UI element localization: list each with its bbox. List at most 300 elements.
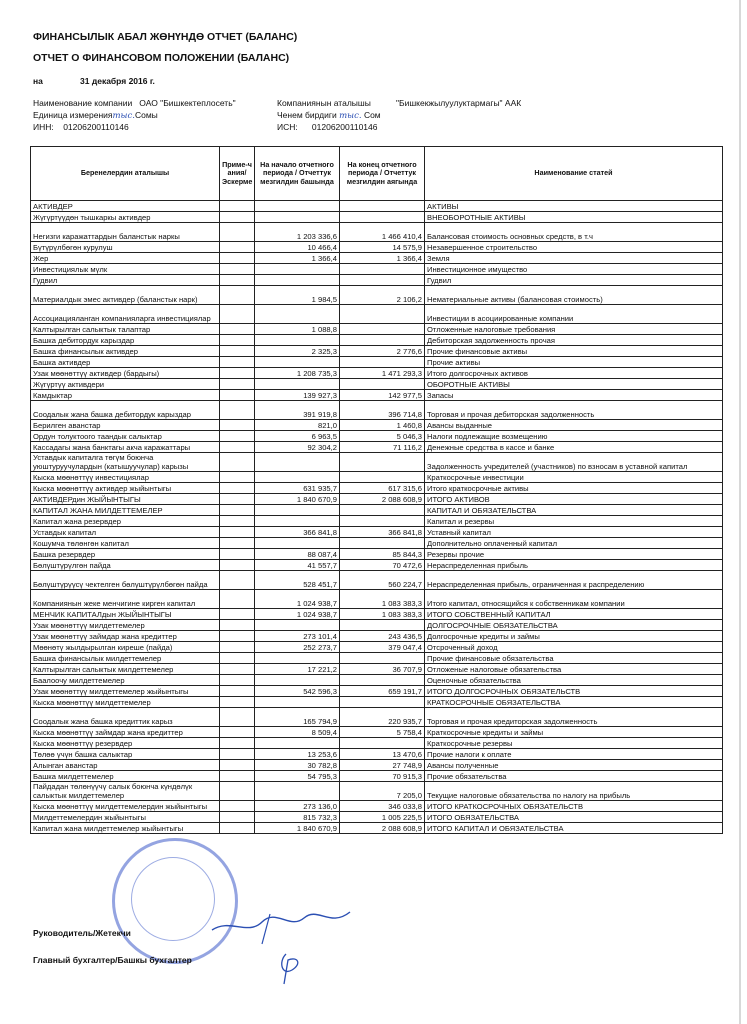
cell-item-ru: ИТОГО ДОЛГОСРОЧНЫХ ОБЯЗАТЕЛЬСТВ [425,686,723,697]
cell-start-value: 273 101,4 [255,631,340,642]
table-row [31,494,723,505]
table-row [31,590,723,609]
cell-item-ru: Отсроченный доход [425,642,723,653]
cell-note [220,590,255,609]
cell-note [220,516,255,527]
cell-start-value: 1 208 735,3 [255,368,340,379]
cell-start-value: 13 253,6 [255,749,340,760]
cell-start-value [255,697,340,708]
cell-end-value: 1 083 383,3 [340,590,425,609]
table-row [31,675,723,686]
cell-note [220,697,255,708]
cell-note [220,201,255,212]
unit-line-ru: Единица измерениятыс.Сомы [33,110,158,121]
table-row [31,538,723,549]
cell-end-value: 1 005 225,5 [340,812,425,823]
cell-item-ky: Кыска мөөнөттүү активдер жыйынтыгы [31,483,220,494]
cell-end-value: 659 191,7 [340,686,425,697]
cell-note [220,549,255,560]
cell-end-value [340,738,425,749]
cell-end-value [340,275,425,286]
cell-note [220,453,255,472]
cell-start-value [255,201,340,212]
table-header-row [31,147,723,201]
table-row [31,335,723,346]
cell-item-ky: Узак мөөнөттүү милдеттемелер [31,620,220,631]
table-row [31,212,723,223]
page-edge-shadow [739,0,741,1024]
cell-start-value: 139 927,3 [255,390,340,401]
cell-note [220,738,255,749]
cell-note [220,212,255,223]
cell-note [220,420,255,431]
cell-start-value [255,516,340,527]
cell-item-ru: Денежные средства в кассе и банке [425,442,723,453]
table-row [31,609,723,620]
cell-item-ru: КРАТКОСРОЧНЫЕ ОБЯЗАТЕЛЬСТВА [425,697,723,708]
cell-end-value [340,653,425,664]
cell-note [220,749,255,760]
cell-end-value [340,212,425,223]
cell-end-value: 617 315,6 [340,483,425,494]
date-prefix: на [33,76,43,86]
cell-note [220,760,255,771]
cell-item-ky: АКТИВДЕРдин ЖЫЙЫНТЫГЫ [31,494,220,505]
cell-item-ky: Узак мөөнөттүү займдар жана кредиттер [31,631,220,642]
header-item-name-ky: Беренелердин аталышы [31,147,220,201]
cell-item-ru: Долгосрочные кредиты и займы [425,631,723,642]
cell-end-value: 85 844,3 [340,549,425,560]
cell-item-ky: Жүгүртүүдөн тышкаркы активдер [31,212,220,223]
cell-end-value [340,620,425,631]
cell-item-ru: Уставный капитал [425,527,723,538]
cell-item-ky: Гудвил [31,275,220,286]
cell-item-ru: Инвестиции в асоциированные компании [425,305,723,324]
cell-item-ky: Капитал жана милдеттемелер жыйынтыгы [31,823,220,834]
director-label: Руководитель/Жетекчи [33,928,131,938]
cell-item-ru: Налоги подлежащие возмещению [425,431,723,442]
cell-start-value: 1 840 670,9 [255,494,340,505]
cell-item-ru: ИТОГО КАПИТАЛ И ОБЯЗАТЕЛЬСТВА [425,823,723,834]
table-row [31,305,723,324]
cell-note [220,505,255,516]
cell-item-ru: Краткосрочные резервы [425,738,723,749]
cell-start-value: 6 963,5 [255,431,340,442]
cell-start-value: 88 087,4 [255,549,340,560]
cell-start-value: 2 325,3 [255,346,340,357]
cell-end-value: 7 205,0 [340,782,425,801]
cell-end-value: 1 466 410,4 [340,223,425,242]
cell-item-ru: Отложенные налоговые требования [425,324,723,335]
table-row [31,368,723,379]
cell-end-value [340,505,425,516]
cell-item-ru: Дебиторская задолженность прочая [425,335,723,346]
cell-end-value: 560 224,7 [340,571,425,590]
cell-start-value: 815 732,3 [255,812,340,823]
table-row [31,505,723,516]
cell-start-value: 54 795,3 [255,771,340,782]
cell-end-value: 71 116,2 [340,442,425,453]
cell-end-value: 379 047,4 [340,642,425,653]
table-row [31,223,723,242]
cell-item-ru: Резервы прочие [425,549,723,560]
inn-value: 01206200110146 [63,122,129,132]
cell-note [220,653,255,664]
cell-item-ru: Отложеные налоговые обязательства [425,664,723,675]
cell-item-ru: ИТОГО АКТИВОВ [425,494,723,505]
cell-note [220,675,255,686]
table-row [31,483,723,494]
cell-item-ru: Нераспределенная прибыль [425,560,723,571]
cell-item-ky: КАПИТАЛ ЖАНА МИЛДЕТТЕМЕЛЕР [31,505,220,516]
cell-start-value [255,379,340,390]
cell-end-value: 1 460,8 [340,420,425,431]
cell-item-ru: АКТИВЫ [425,201,723,212]
cell-item-ky: Уставдык капиталга төгүм боюнча уюштуруучулардын (катышуучулар) карызы [31,453,220,472]
cell-item-ky: Соодалык жана башка дебитордук карыздар [31,401,220,420]
cell-item-ky: Милдеттемелердин жыйынтыгы [31,812,220,823]
cell-item-ru: Балансовая стоимость основных средств, в т.ч [425,223,723,242]
table-row [31,264,723,275]
cell-note [220,223,255,242]
cell-item-ru: Авансы выданные [425,420,723,431]
cell-item-ky: Башка милдеттемелер [31,771,220,782]
cell-item-ky: Жүгүртүү активдери [31,379,220,390]
cell-item-ru: Нематериальные активы (балансовая стоимость) [425,286,723,305]
cell-end-value: 1 471 293,3 [340,368,425,379]
cell-note [220,527,255,538]
cell-item-ru: Нераспределенная прибыль, ограниченная к распределению [425,571,723,590]
cell-start-value: 1 840 670,9 [255,823,340,834]
cell-end-value [340,472,425,483]
unit-handwritten-ru: тыс. [112,111,135,121]
cell-item-ky: АКТИВДЕР [31,201,220,212]
cell-note [220,812,255,823]
cell-item-ru: Незавершенное строительство [425,242,723,253]
table-row [31,642,723,653]
cell-item-ru: Дополнительно оплаченный капитал [425,538,723,549]
cell-start-value: 1 984,5 [255,286,340,305]
cell-note [220,571,255,590]
cell-item-ru: Авансы полученные [425,760,723,771]
table-row [31,686,723,697]
cell-item-ru: КАПИТАЛ И ОБЯЗАТЕЛЬСТВА [425,505,723,516]
cell-note [220,324,255,335]
table-row [31,823,723,834]
table-row [31,631,723,642]
cell-item-ky: Баалоочу милдеттемелер [31,675,220,686]
cell-start-value [255,505,340,516]
cell-note [220,494,255,505]
cell-note [220,431,255,442]
header-start-period: На начало отчетного периода / Отчеттук мезгилдин башында [255,147,340,201]
cell-item-ky: Калтырылган салыктык талаптар [31,324,220,335]
cell-item-ru: Оценочные обязательства [425,675,723,686]
cell-item-ky: Капитал жана резервдер [31,516,220,527]
table-row [31,697,723,708]
cell-note [220,346,255,357]
cell-item-ru: Запасы [425,390,723,401]
cell-end-value [340,357,425,368]
table-row [31,560,723,571]
cell-start-value [255,675,340,686]
cell-end-value [340,453,425,472]
cell-note [220,357,255,368]
cell-end-value [340,324,425,335]
cell-start-value [255,738,340,749]
table-row [31,379,723,390]
cell-end-value [340,335,425,346]
cell-start-value: 391 919,8 [255,401,340,420]
table-row [31,653,723,664]
table-row [31,782,723,801]
cell-item-ru: ИТОГО КРАТКОСРОЧНЫХ ОБЯЗАТЕЛЬСТВ [425,801,723,812]
cell-note [220,483,255,494]
cell-item-ky: Ассоциацияланган компанияларга инвестициялар [31,305,220,324]
table-row [31,431,723,442]
table-row [31,357,723,368]
cell-start-value: 273 136,0 [255,801,340,812]
cell-item-ru: Инвестиционное имущество [425,264,723,275]
cell-item-ru: ДОЛГОСРОЧНЫЕ ОБЯЗАТЕЛЬСТВА [425,620,723,631]
cell-end-value: 2 106,2 [340,286,425,305]
cell-end-value [340,201,425,212]
cell-end-value: 14 575,9 [340,242,425,253]
cell-note [220,253,255,264]
cell-start-value: 1 024 938,7 [255,609,340,620]
cell-end-value: 366 841,8 [340,527,425,538]
cell-item-ru: Задолженность учредителей (участников) по взносам в уставной капитал [425,453,723,472]
cell-note [220,335,255,346]
accountant-label: Главный бухгалтер/Башкы бухгалтер [33,955,192,965]
cell-item-ky: Инвестициялык мүлк [31,264,220,275]
cell-item-ru: Земля [425,253,723,264]
cell-start-value: 366 841,8 [255,527,340,538]
title-kyrgyz: ФИНАНСЫЛЫК АБАЛ ЖӨНҮНДӨ ОТЧЕТ (БАЛАНС) [33,31,298,43]
cell-item-ru: Прочие активы [425,357,723,368]
table-row [31,738,723,749]
cell-note [220,305,255,324]
table-row [31,201,723,212]
cell-start-value [255,472,340,483]
cell-item-ky: Бөлүштүрүлгөн пайда [31,560,220,571]
cell-item-ky: Жер [31,253,220,264]
cell-item-ky: Пайдадан төлөнүүчү салык боюнча күндөлүк салыктык милдеттемелер [31,782,220,801]
cell-end-value: 2 088 608,9 [340,823,425,834]
cell-item-ky: Төлөө үчүн башка салыктар [31,749,220,760]
cell-item-ky: Башка дебитордук карыздар [31,335,220,346]
cell-item-ru: ОБОРОТНЫЕ АКТИВЫ [425,379,723,390]
balance-sheet-table [30,146,723,834]
cell-item-ru: Прочие налоги к оплате [425,749,723,760]
cell-item-ky: Бөлүштүрүүсү чектелген бөлүштүрүлбөгөн пайда [31,571,220,590]
table-row [31,253,723,264]
cell-note [220,642,255,653]
cell-end-value [340,697,425,708]
cell-item-ky: Кошумча төлөнгөн капитал [31,538,220,549]
table-row [31,620,723,631]
table-row [31,472,723,483]
cell-end-value: 142 977,5 [340,390,425,401]
table-row [31,727,723,738]
table-row [31,442,723,453]
unit-handwritten-ky: тыс. [339,111,362,121]
cell-end-value: 243 436,5 [340,631,425,642]
cell-end-value: 13 470,6 [340,749,425,760]
cell-item-ky: Башка финансылык милдеттемелер [31,653,220,664]
cell-start-value: 1 366,4 [255,253,340,264]
cell-item-ru: Прочие финансовые обязательства [425,653,723,664]
table-row [31,549,723,560]
cell-item-ru: Краткосрочные кредиты и займы [425,727,723,738]
cell-item-ky: Кыска мөөнөттүү инвестициялар [31,472,220,483]
inn-line: ИНН: 01206200110146 [33,122,129,132]
cell-note [220,379,255,390]
table-row [31,749,723,760]
company-name-ky: "Бишкекжылуулуктармагы" ААК [396,98,522,108]
cell-end-value: 70 915,3 [340,771,425,782]
cell-note [220,727,255,738]
cell-note [220,401,255,420]
cell-note [220,242,255,253]
cell-note [220,442,255,453]
cell-item-ru: Торговая и прочая кредиторская задолженность [425,708,723,727]
cell-note [220,823,255,834]
cell-item-ru: Гудвил [425,275,723,286]
cell-start-value: 542 596,3 [255,686,340,697]
cell-item-ky: Башка резервдер [31,549,220,560]
cell-note [220,472,255,483]
cell-start-value [255,335,340,346]
cell-note [220,708,255,727]
cell-note [220,609,255,620]
cell-end-value: 70 472,6 [340,560,425,571]
cell-start-value: 631 935,7 [255,483,340,494]
company-label-ru: Наименование компании ОАО "Бишкектеплосеть" [33,98,236,108]
cell-start-value: 165 794,9 [255,708,340,727]
cell-note [220,390,255,401]
cell-note [220,538,255,549]
table-row [31,401,723,420]
cell-item-ru: ИТОГО СОБСТВЕННЫЙ КАПИТАЛ [425,609,723,620]
cell-start-value [255,357,340,368]
table-row [31,771,723,782]
cell-item-ky: Узак мөөнөттүү милдеттемелер жыйынтыгы [31,686,220,697]
cell-end-value [340,538,425,549]
cell-start-value [255,538,340,549]
cell-item-ky: Башка активдер [31,357,220,368]
cell-note [220,620,255,631]
cell-start-value: 41 557,7 [255,560,340,571]
cell-item-ky: Негизги каражаттардын баланстык наркы [31,223,220,242]
cell-item-ru: Прочие обязательства [425,771,723,782]
unit-line-ky: Ченем бирдиги тыс. Сом [277,110,381,121]
cell-item-ky: Кыска мөөнөттүү милдеттемелер [31,697,220,708]
company-label-ky: Компаниянын аталышы [277,98,371,108]
report-date: 31 декабря 2016 г. [80,76,155,86]
cell-end-value [340,675,425,686]
cell-end-value [340,379,425,390]
title-russian: ОТЧЕТ О ФИНАНСОВОМ ПОЛОЖЕНИИ (БАЛАНС) [33,52,290,64]
cell-start-value [255,212,340,223]
cell-end-value [340,264,425,275]
cell-start-value [255,782,340,801]
cell-note [220,275,255,286]
cell-item-ky: Компаниянын жеке менчигине кирген капитал [31,590,220,609]
cell-start-value: 10 466,4 [255,242,340,253]
cell-item-ky: Камдыктар [31,390,220,401]
header-note: Приме-ч ания/ Эскерме [220,147,255,201]
table-row [31,571,723,590]
cell-start-value: 1 203 336,6 [255,223,340,242]
cell-end-value [340,305,425,324]
table-row [31,453,723,472]
table-row [31,801,723,812]
table-row [31,346,723,357]
cell-note [220,631,255,642]
cell-note [220,560,255,571]
cell-item-ky: Материалдык эмес активдер (баланстык нарк) [31,286,220,305]
cell-start-value: 528 451,7 [255,571,340,590]
cell-end-value: 396 714,8 [340,401,425,420]
table-row [31,664,723,675]
cell-start-value [255,653,340,664]
cell-note [220,664,255,675]
cell-start-value: 17 221,2 [255,664,340,675]
cell-item-ky: Уставдык капитал [31,527,220,538]
table-row [31,708,723,727]
table-row [31,286,723,305]
cell-note [220,286,255,305]
cell-item-ky: Бүтүрүлбөгөн курулуш [31,242,220,253]
cell-item-ky: МЕНЧИК КАПИТАЛдын ЖЫЙЫНТЫГЫ [31,609,220,620]
cell-item-ky: Башка финансылык активдер [31,346,220,357]
cell-item-ky: Узак мөөнөттүү активдер (бардыгы) [31,368,220,379]
cell-start-value: 92 304,2 [255,442,340,453]
header-item-name-ru: Наименование статей [425,147,723,201]
table-row [31,420,723,431]
cell-note [220,782,255,801]
cell-item-ru: Текущие налоговые обязательства по налогу на прибыль [425,782,723,801]
cell-start-value: 30 782,8 [255,760,340,771]
cell-note [220,801,255,812]
cell-end-value: 2 088 608,9 [340,494,425,505]
cell-item-ky: Кыска мөөнөттүү резервдер [31,738,220,749]
cell-item-ru: Итого долгосрочных активов [425,368,723,379]
table-row [31,390,723,401]
table-row [31,527,723,538]
cell-note [220,368,255,379]
company-name-ru: ОАО "Бишкектеплосеть" [139,98,236,108]
cell-end-value: 1 366,4 [340,253,425,264]
cell-item-ky: Алынган аванстар [31,760,220,771]
cell-item-ky: Калтырылган салыктык милдеттемелер [31,664,220,675]
cell-start-value [255,264,340,275]
cell-item-ru: Итого краткосрочные активы [425,483,723,494]
cell-item-ky: Соодалык жана башка кредиттик карыз [31,708,220,727]
cell-start-value: 821,0 [255,420,340,431]
cell-item-ru: ИТОГО ОБЯЗАТЕЛЬСТВА [425,812,723,823]
cell-note [220,686,255,697]
table-row [31,760,723,771]
table-row [31,275,723,286]
cell-start-value [255,305,340,324]
table-row [31,812,723,823]
cell-end-value: 5 046,3 [340,431,425,442]
cell-item-ky: Мөөнөтү жылдырылган кирешe (пайда) [31,642,220,653]
cell-end-value: 1 083 383,3 [340,609,425,620]
cell-item-ru: Краткосрочные инвестиции [425,472,723,483]
